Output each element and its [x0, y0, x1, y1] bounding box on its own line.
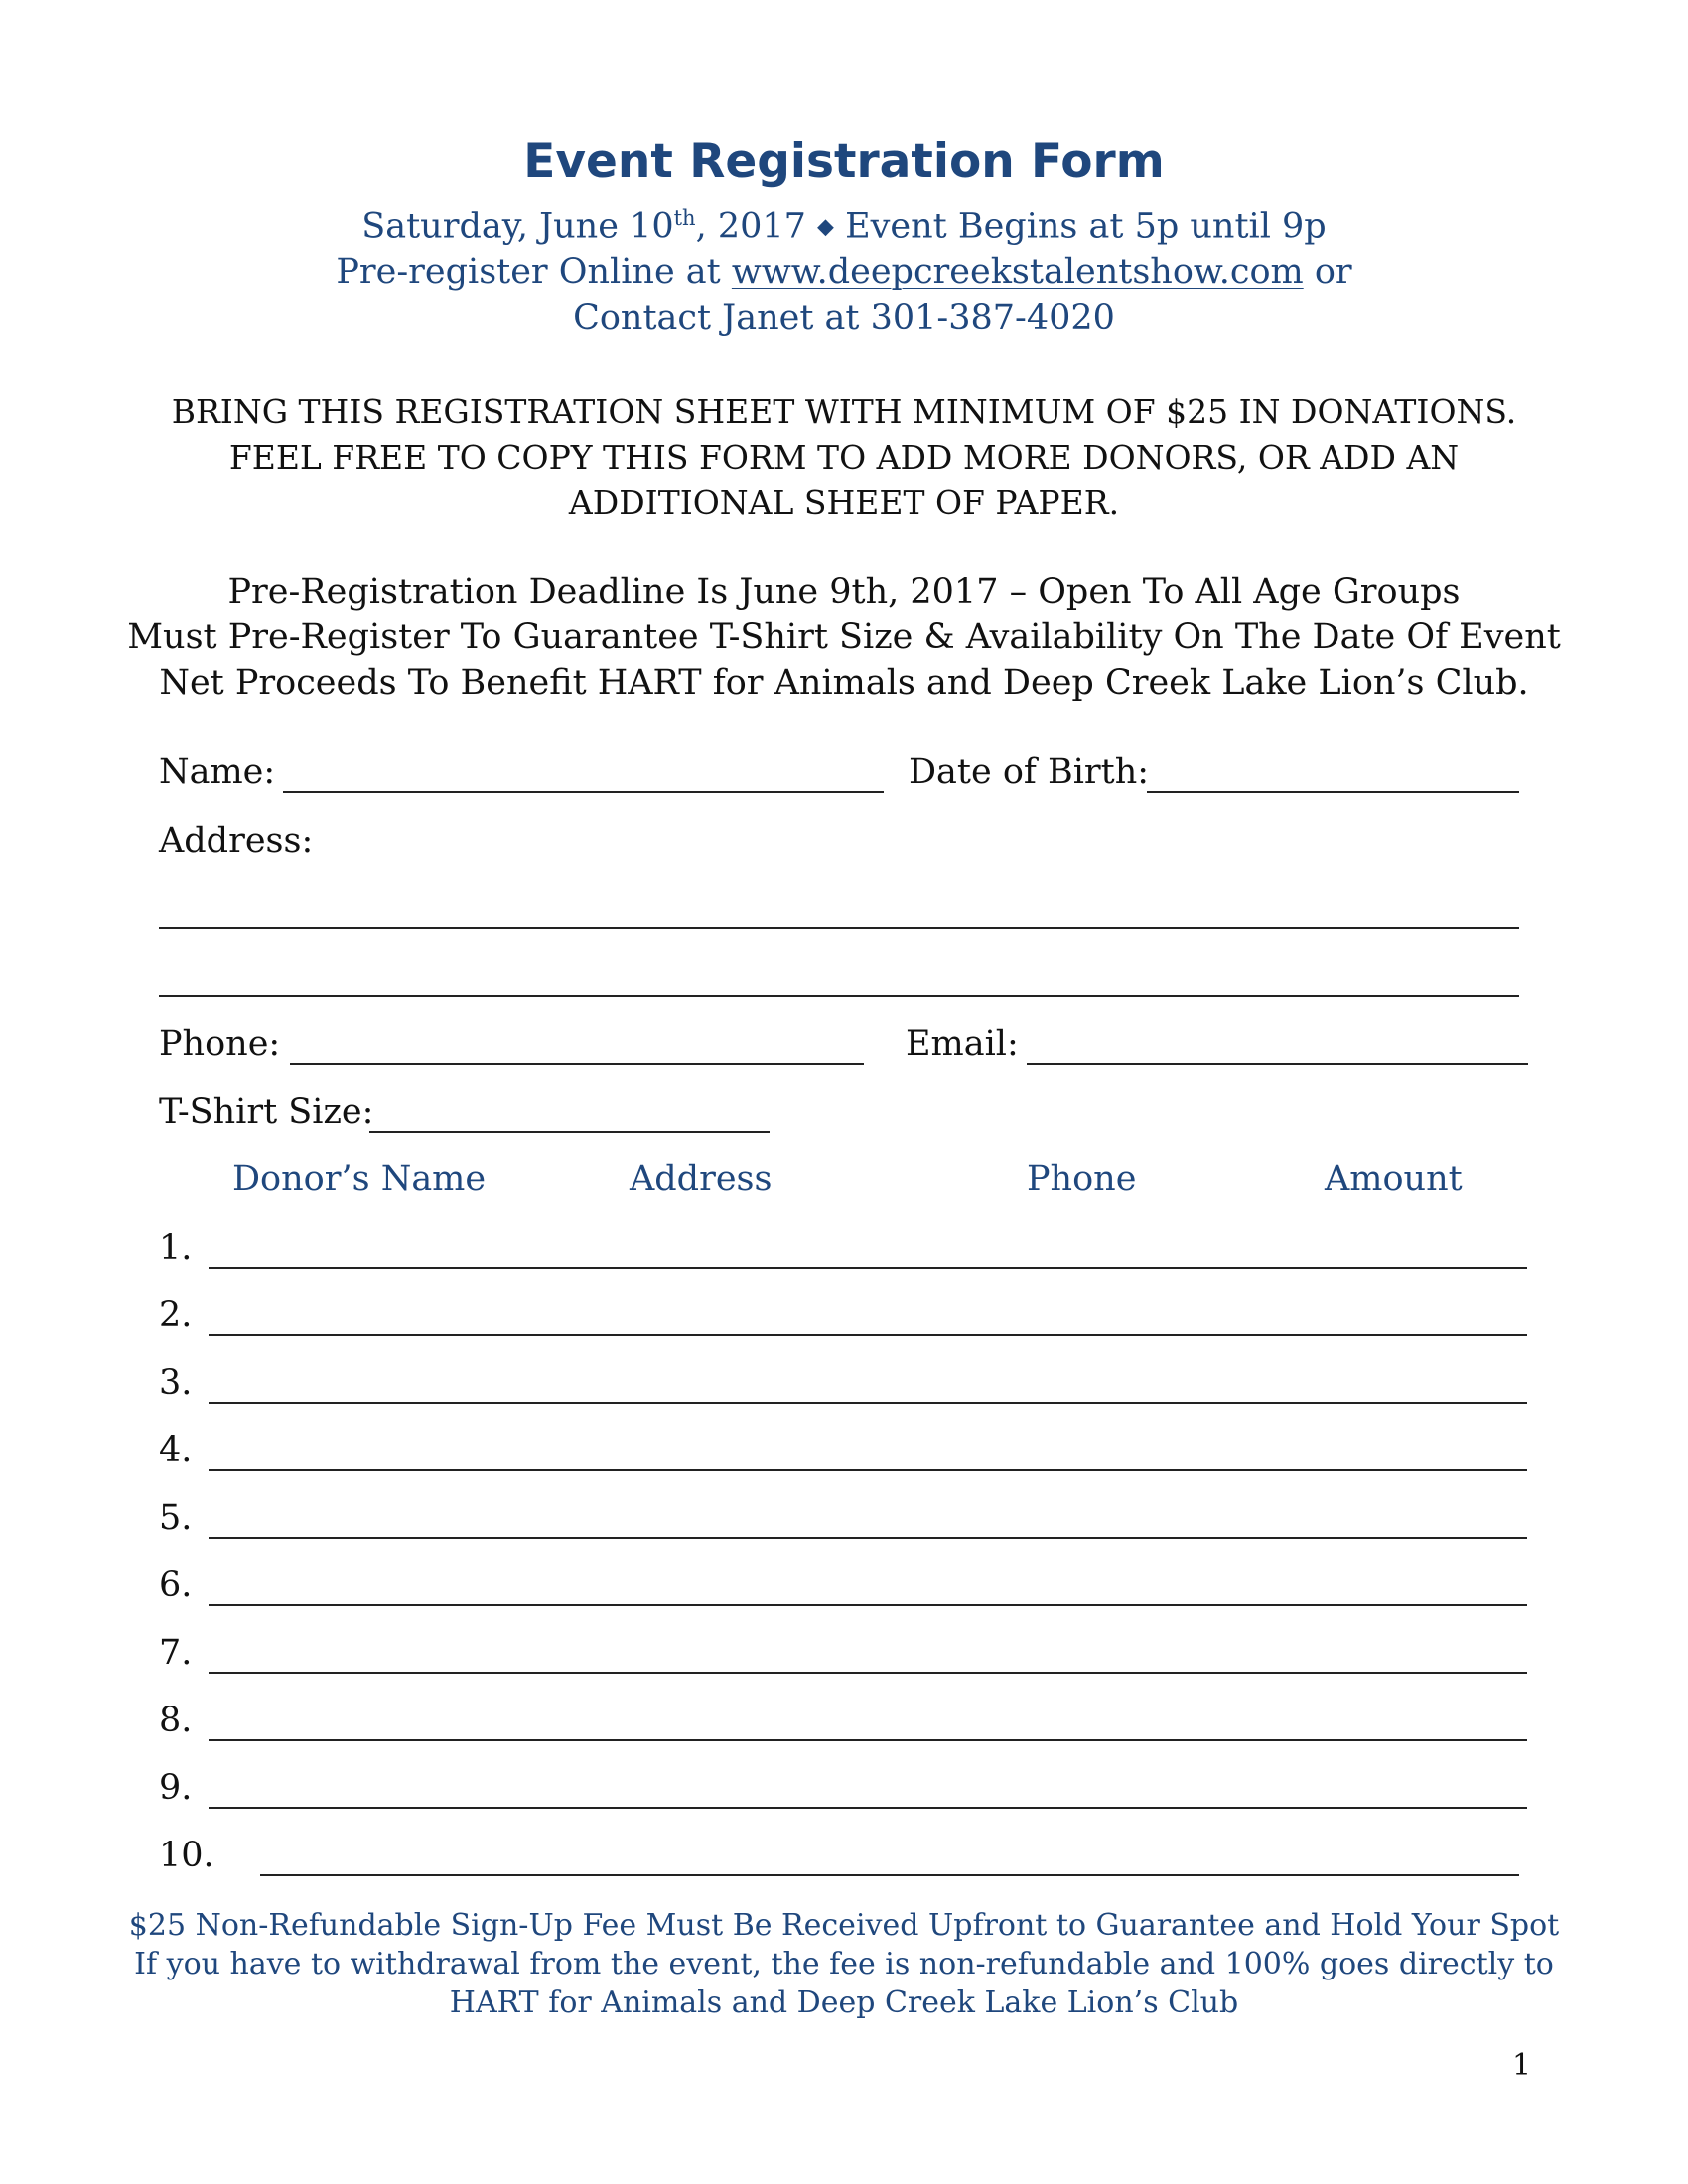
diamond-icon: ◆ — [817, 214, 834, 240]
address-label: Address: — [159, 821, 314, 861]
donor-row-number: 4. — [159, 1431, 193, 1470]
tshirt-label: T-Shirt Size: — [159, 1092, 374, 1132]
donor-row-number: 5. — [159, 1498, 193, 1538]
event-date-line — [0, 206, 1688, 247]
donor-row-line[interactable] — [209, 1672, 1527, 1674]
donor-row-number: 6. — [159, 1566, 193, 1605]
donor-row-line[interactable] — [209, 1807, 1527, 1809]
col-header-phone: Phone — [1027, 1160, 1137, 1199]
donor-row-number: 3. — [159, 1363, 193, 1403]
col-header-amount: Amount — [1325, 1160, 1463, 1199]
withdrawal-notice: If you have to withdrawal from the event, the fee is non-refundable and 100% goes directly to — [134, 1947, 1554, 1981]
tshirt-field[interactable] — [369, 1131, 770, 1133]
donor-row-number: 1. — [159, 1228, 193, 1268]
preregister-prefix: Pre-register Online at — [336, 252, 721, 292]
donor-row-number: 7. — [159, 1633, 193, 1673]
donor-row-number: 9. — [159, 1768, 193, 1808]
donor-row-line[interactable] — [260, 1874, 1519, 1876]
event-date: Saturday, June 10 — [361, 206, 674, 247]
notice-line-2: FEEL FREE TO COPY THIS FORM TO ADD MORE DONORS, OR ADD AN — [228, 438, 1460, 477]
donor-row-line[interactable] — [209, 1469, 1527, 1471]
donor-row-number: 10. — [159, 1836, 214, 1875]
name-label: Name: — [159, 752, 276, 792]
address-field-line-2[interactable] — [159, 995, 1519, 997]
page-number: 1 — [1512, 2048, 1532, 2083]
col-header-donor-name: Donor’s Name — [232, 1160, 487, 1199]
preregister-suffix: or — [1314, 252, 1352, 292]
donor-row-line[interactable] — [209, 1402, 1527, 1404]
page-title: Event Registration Form — [523, 134, 1165, 189]
phone-label: Phone: — [159, 1024, 281, 1064]
preregister-line — [0, 252, 1688, 292]
notice-line-3: ADDITIONAL SHEET OF PAPER. — [568, 483, 1120, 522]
notice-line-1: BRING THIS REGISTRATION SHEET WITH MINIMUM OF $25 IN DONATIONS. — [171, 392, 1517, 431]
beneficiary-notice: HART for Animals and Deep Creek Lake Lion’s Club — [449, 1985, 1239, 2020]
dob-label: Date of Birth: — [909, 752, 1150, 792]
date-ordinal: th — [673, 206, 696, 230]
donor-row-line[interactable] — [209, 1604, 1527, 1606]
address-field-line-1[interactable] — [159, 927, 1519, 929]
donor-row-number: 2. — [159, 1296, 193, 1335]
donor-row-line[interactable] — [209, 1537, 1527, 1539]
donor-row-number: 8. — [159, 1701, 193, 1740]
dob-field[interactable] — [1147, 791, 1519, 793]
event-time: Event Begins at 5p until 9p — [845, 206, 1327, 247]
col-header-address: Address — [630, 1160, 773, 1199]
benefit-text: Net Proceeds To Benefit HART for Animals and Deep Creek Lake Lion’s Club. — [159, 663, 1529, 703]
donor-row-line[interactable] — [209, 1334, 1527, 1336]
guarantee-text: Must Pre-Register To Guarantee T-Shirt Size & Availability On The Date Of Event — [127, 617, 1561, 657]
contact-line: Contact Janet at 301-387-4020 — [573, 298, 1115, 338]
event-year: , 2017 — [695, 206, 806, 247]
deadline-text: Pre-Registration Deadline Is June 9th, 2017 – Open To All Age Groups — [227, 572, 1461, 612]
donor-row-line[interactable] — [209, 1267, 1527, 1269]
fee-notice: $25 Non-Refundable Sign-Up Fee Must Be Received Upfront to Guarantee and Hold Your Spot — [128, 1908, 1560, 1943]
email-label: Email: — [906, 1024, 1019, 1064]
name-field[interactable] — [283, 791, 884, 793]
donor-row-line[interactable] — [209, 1739, 1527, 1741]
website-link[interactable]: www.deepcreekstalentshow.com — [731, 252, 1304, 292]
phone-field[interactable] — [290, 1063, 864, 1065]
email-field[interactable] — [1027, 1063, 1528, 1065]
